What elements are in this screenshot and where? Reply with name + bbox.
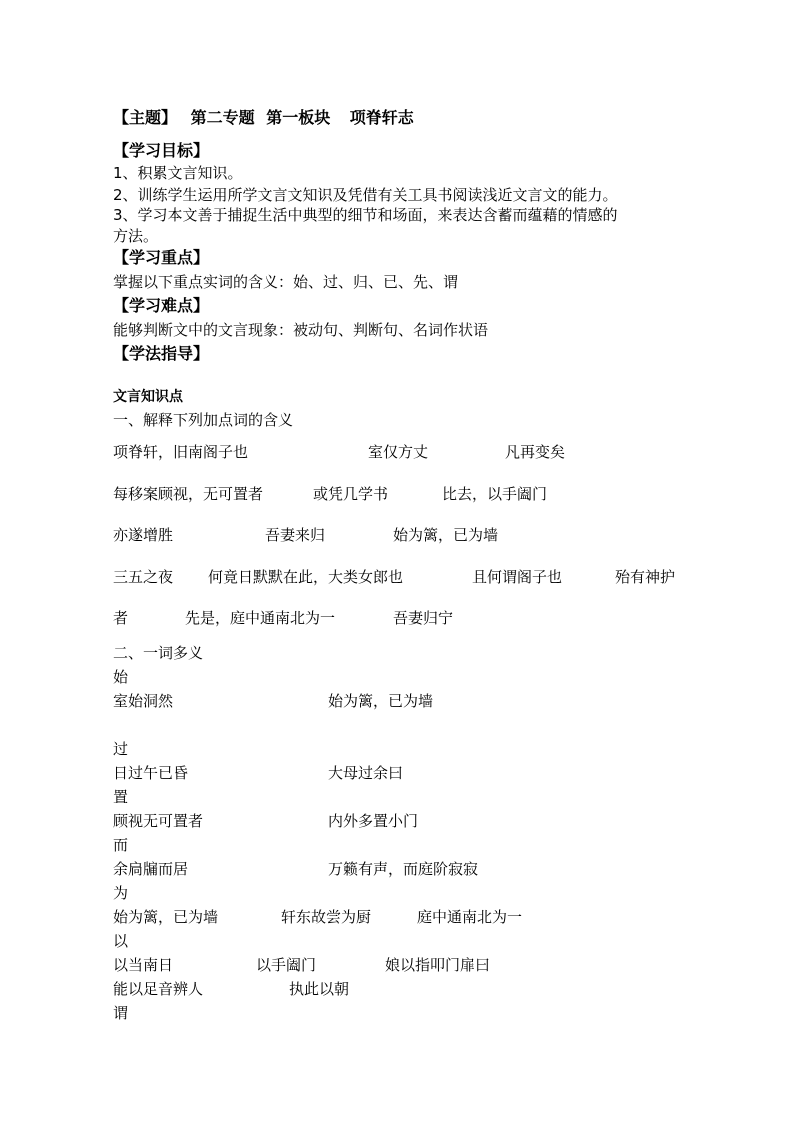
document-title — [113, 109, 414, 127]
part1-title: 一、解释下列加点词的含义 — [113, 411, 294, 429]
title-name: 项脊轩志 — [349, 108, 414, 127]
polysemy-example: 顾视无可置者 — [113, 812, 204, 830]
title-label: 【主题】 — [113, 108, 178, 127]
polysemy-word: 始 — [113, 668, 129, 686]
title-unit: 第二专题 — [190, 108, 255, 127]
polysemy-example: 内外多置小门 — [328, 812, 419, 830]
polysemy-example: 能以足音辨人 — [113, 980, 204, 998]
exercise-phrase: 亦遂增胜 — [113, 526, 174, 544]
exercise-phrase: 吾妻归宁 — [393, 609, 454, 627]
method-heading: 【学法指导】 — [113, 344, 210, 363]
exercise-phrase: 或凭几学书 — [313, 485, 389, 503]
exercise-phrase: 先是，庭中通南北为一 — [185, 609, 336, 627]
polysemy-example: 室始洞然 — [113, 692, 174, 710]
difficulties-text: 能够判断文中的文言现象：被动句、判断句、名词作状语 — [113, 321, 489, 339]
exercise-phrase: 始为篱，已为墙 — [393, 526, 499, 544]
exercise-phrase: 且何谓阁子也 — [472, 568, 563, 586]
exercise-phrase: 三五之夜 — [113, 568, 174, 586]
polysemy-example: 始为篱，已为墙 — [113, 908, 219, 926]
key-points-text: 掌握以下重点实词的含义：始、过、归、已、先、谓 — [113, 273, 459, 291]
polysemy-word: 而 — [113, 836, 129, 854]
polysemy-example: 万籁有声，而庭阶寂寂 — [328, 860, 479, 878]
exercise-phrase: 者 — [113, 609, 129, 627]
goal-item: 方法。 — [113, 227, 159, 245]
goal-item: 2、训练学生运用所学文言文知识及凭借有关工具书阅读浅近文言文的能力。 — [113, 186, 618, 204]
polysemy-example: 娘以指叩门扉曰 — [385, 956, 491, 974]
goal-item: 1、积累文言知识。 — [113, 164, 243, 182]
polysemy-word: 以 — [113, 932, 129, 950]
key-points-heading: 【学习重点】 — [113, 248, 210, 267]
exercise-phrase: 比去，以手阖门 — [442, 485, 548, 503]
knowledge-heading: 文言知识点 — [113, 389, 183, 405]
polysemy-word: 为 — [113, 884, 129, 902]
title-block: 第一板块 — [266, 108, 331, 127]
polysemy-word: 置 — [113, 788, 129, 806]
exercise-phrase: 凡再变矣 — [505, 443, 566, 461]
exercise-phrase: 殆有神护 — [615, 568, 676, 586]
polysemy-example: 以手阖门 — [256, 956, 317, 974]
polysemy-example: 庭中通南北为一 — [417, 908, 523, 926]
polysemy-word: 谓 — [113, 1004, 129, 1022]
difficulties-heading: 【学习难点】 — [113, 296, 210, 315]
exercise-phrase: 何竟日默默在此，大类女郎也 — [208, 568, 404, 586]
part2-title: 二、一词多义 — [113, 644, 204, 662]
polysemy-example: 执此以朝 — [289, 980, 350, 998]
polysemy-example: 余扃牖而居 — [113, 860, 189, 878]
polysemy-example: 轩东故尝为厨 — [281, 908, 372, 926]
goal-item: 3、学习本文善于捕捉生活中典型的细节和场面，来表达含蓄而蕴藉的情感的 — [113, 206, 618, 224]
exercise-phrase: 室仅方丈 — [368, 443, 429, 461]
polysemy-word: 过 — [113, 740, 129, 758]
exercise-phrase: 每移案顾视，无可置者 — [113, 485, 264, 503]
goals-heading: 【学习目标】 — [113, 141, 210, 160]
polysemy-example: 日过午已昏 — [113, 764, 189, 782]
polysemy-example: 以当南日 — [113, 956, 174, 974]
exercise-phrase: 吾妻来归 — [265, 526, 326, 544]
exercise-phrase: 项脊轩，旧南阁子也 — [113, 443, 249, 461]
polysemy-example: 始为篱，已为墙 — [328, 692, 434, 710]
polysemy-example: 大母过余曰 — [328, 764, 404, 782]
